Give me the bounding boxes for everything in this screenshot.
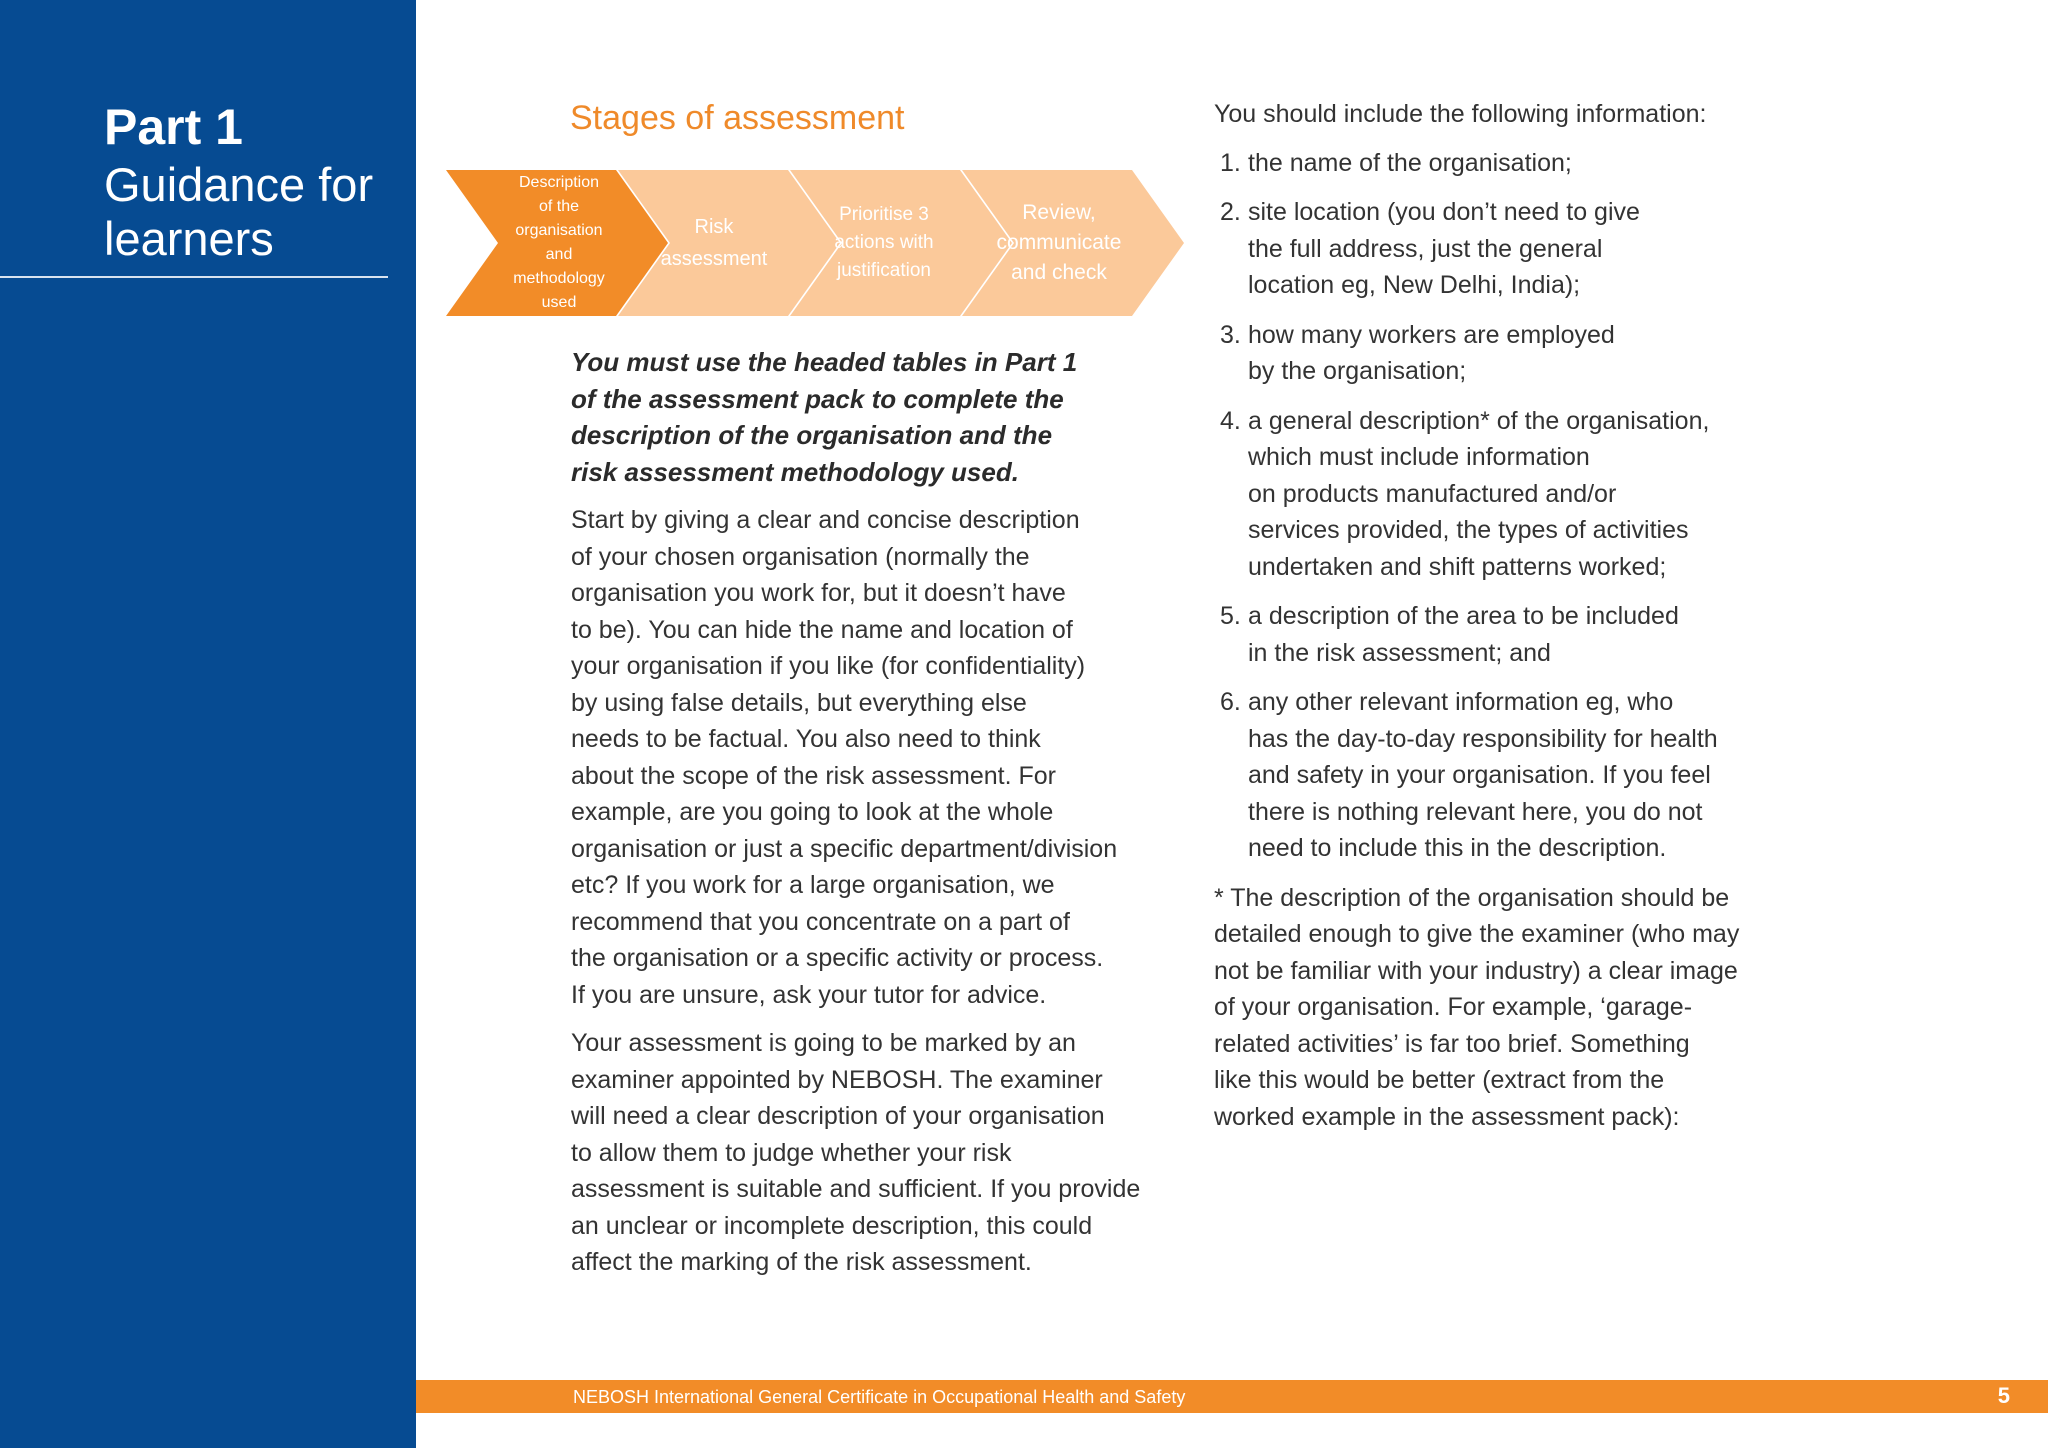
paragraph-line: assessment is suitable and sufficient. If you provide: [571, 1175, 1141, 1203]
lead-instruction: [571, 344, 1151, 490]
info-list-intro: You should include the following information:: [1214, 100, 1707, 128]
list-item: [1214, 598, 1774, 671]
list-number: 3.: [1220, 320, 1241, 349]
sidebar-divider: [0, 276, 388, 278]
list-line: by the organisation;: [1248, 357, 1467, 385]
list-line: location eg, New Delhi, India);: [1248, 271, 1581, 299]
list-item: [1214, 403, 1774, 586]
list-number: 4.: [1220, 406, 1241, 435]
paragraph-examiner-guidance: [571, 1025, 1151, 1281]
stage-1-line: and methodology: [513, 246, 605, 287]
list-line: there is nothing relevant here, you do not: [1248, 797, 1703, 826]
stages-heading: Stages of assessment: [570, 99, 905, 137]
stage-1-line: of the: [538, 198, 580, 215]
part-label: Part 1: [104, 99, 243, 155]
info-list: [1214, 145, 1774, 867]
paragraph-line: Start by giving a clear and concise description: [571, 506, 1080, 534]
list-line: any other relevant information eg, who: [1248, 688, 1674, 716]
paragraph-line: of your chosen organisation (normally the: [571, 542, 1030, 571]
footer-text: NEBOSH International General Certificate in Occupational Health and Safety: [573, 1387, 1186, 1407]
list-number: 2.: [1220, 198, 1241, 226]
list-line: site location (you don’t need to give: [1248, 198, 1640, 226]
stage-1-line: Description: [518, 174, 600, 191]
subtitle-line-1: Guidance for: [104, 158, 374, 211]
list-line: services provided, the types of activities: [1248, 516, 1689, 544]
list-line: a description of the area to be included: [1248, 602, 1679, 630]
sidebar-panel: [0, 0, 416, 1448]
subtitle-line-2: learners: [104, 212, 274, 265]
lead-line: risk assessment methodology used.: [571, 456, 1019, 487]
left-column: [571, 344, 1151, 1293]
stage-4-line: Review,: [1022, 201, 1096, 224]
paragraph-line: your organisation if you like (for confidentiality): [571, 652, 1086, 680]
stage-4-line: communicate: [996, 231, 1122, 254]
list-line: a general description* of the organisation,: [1248, 406, 1710, 435]
list-item: [1214, 194, 1774, 304]
lead-line: of the assessment pack to complete the: [571, 383, 1064, 414]
footnote-line: related activities’ is far too brief. Something: [1214, 1029, 1690, 1058]
stage-3-line: actions with: [834, 232, 934, 253]
paragraph-line: example, are you going to look at the whole: [571, 798, 1054, 826]
paragraph-line: etc? If you work for a large organisation, we: [571, 871, 1055, 899]
list-line: on products manufactured and/or: [1248, 479, 1617, 508]
stage-3-line: Prioritise 3: [839, 204, 929, 225]
footnote-line: like this would be better (extract from the: [1214, 1066, 1665, 1094]
paragraph-line: recommend that you concentrate on a part of: [571, 907, 1070, 936]
list-number: 5.: [1220, 602, 1241, 630]
footnote-line: * The description of the organisation should be: [1214, 883, 1730, 912]
paragraph-line: needs to be factual. You also need to think: [571, 725, 1041, 753]
list-line: in the risk assessment; and: [1248, 638, 1551, 667]
paragraph-line: an unclear or incomplete description, this could: [571, 1211, 1093, 1240]
footer-bar: [416, 1380, 2048, 1413]
footnote-line: of your organisation. For example, ‘garage-: [1214, 993, 1693, 1021]
list-number: 6.: [1220, 688, 1241, 716]
list-line: need to include this in the description.: [1248, 834, 1667, 862]
paragraph-line: organisation you work for, but it doesn’t have: [571, 579, 1066, 607]
stage-2-line: assessment: [660, 248, 768, 270]
list-line: the full address, just the general: [1248, 234, 1603, 263]
stages-process-diagram: [446, 170, 1186, 316]
paragraph-line: to be). You can hide the name and location of: [571, 615, 1073, 644]
paragraph-line: If you are unsure, ask your tutor for advice.: [571, 980, 1047, 1009]
list-line: undertaken and shift patterns worked;: [1248, 552, 1667, 581]
list-line: which must include information: [1248, 443, 1590, 471]
page-number: 5: [1997, 1383, 2010, 1408]
list-number: 1.: [1220, 148, 1241, 177]
lead-line: description of the organisation and the: [571, 420, 1053, 450]
list-item: [1214, 145, 1774, 182]
list-item: [1214, 684, 1774, 867]
right-column: [1214, 96, 1774, 1135]
footnote: [1214, 880, 1774, 1136]
stage-2-line: Risk: [694, 216, 734, 238]
list-line: and safety in your organisation. If you feel: [1248, 761, 1711, 789]
footnote-line: worked example in the assessment pack):: [1214, 1102, 1680, 1131]
footnote-line: not be familiar with your industry) a clear image: [1214, 956, 1738, 985]
paragraph-line: will need a clear description of your organisation: [571, 1102, 1105, 1130]
stage-1-line: used: [541, 294, 577, 311]
paragraph-line: organisation or just a specific department/division: [571, 834, 1118, 863]
paragraph-line: affect the marking of the risk assessment.: [571, 1248, 1032, 1276]
paragraph-line: the organisation or a specific activity or process.: [571, 944, 1104, 972]
paragraph-line: about the scope of the risk assessment. For: [571, 761, 1056, 790]
paragraph-line: to allow them to judge whether your risk: [571, 1138, 1012, 1167]
list-line: the name of the organisation;: [1248, 148, 1572, 177]
paragraph-line: Your assessment is going to be marked by an: [571, 1029, 1076, 1057]
paragraph-line: by using false details, but everything else: [571, 688, 1027, 717]
stage-4-label: [994, 170, 1124, 316]
paragraph-description-guidance: [571, 502, 1151, 1013]
list-line: has the day-to-day responsibility for health: [1248, 724, 1718, 753]
list-item: [1214, 317, 1774, 390]
stage-4-line: and check: [1011, 261, 1107, 284]
list-line: how many workers are employed: [1248, 320, 1615, 349]
stage-2-label: [652, 170, 776, 316]
stage-3-line: justification: [837, 260, 931, 281]
paragraph-line: examiner appointed by NEBOSH. The examiner: [571, 1065, 1103, 1094]
lead-line: You must use the headed tables in Part 1: [571, 347, 1078, 377]
stage-1-line: organisation: [515, 222, 603, 239]
footnote-line: detailed enough to give the examiner (who may: [1214, 920, 1740, 948]
section-title: [104, 96, 373, 266]
stage-1-label: [498, 170, 620, 316]
stage-3-label: [822, 170, 946, 316]
